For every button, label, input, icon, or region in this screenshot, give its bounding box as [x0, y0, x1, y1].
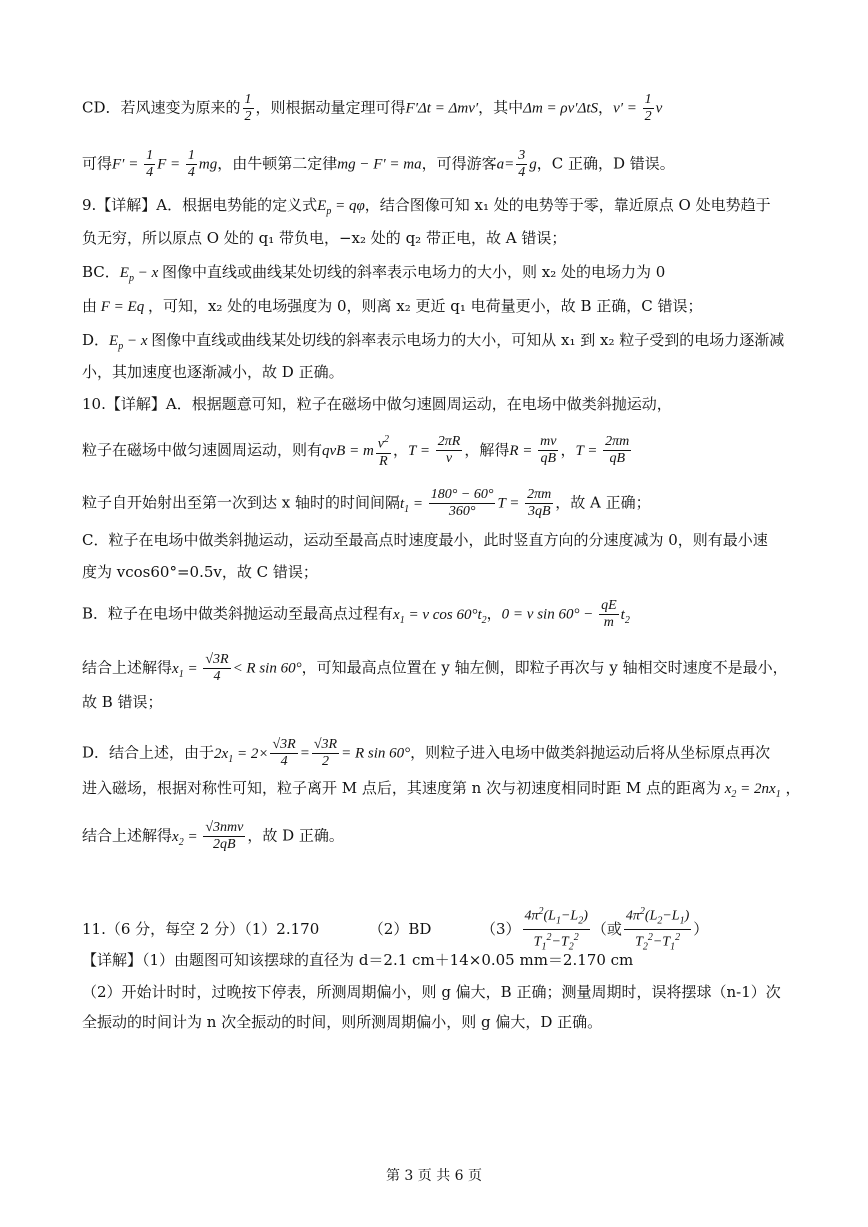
q10-line-4: C．粒子在电场中做类斜抛运动，运动至最高点时速度最小，此时竖直方向的分速度减为 0，则有最小速 — [82, 531, 768, 549]
q11-line-4: 全振动的时间计为 n 次全振动的时间，则所测周期偏小，则 g 偏大，D 正确。 — [82, 1013, 603, 1031]
q10-line-10: 进入磁场，根据对称性可知，粒子离开 M 点后，其速度第 n 次与初速度相同时距 M 点的距离为 $x_2 = 2nx_1$ ， — [82, 779, 801, 800]
q9-line-1: 9.【详解】A．根据电势能的定义式$E_p = q\varphi$，结合图像可知 x₁ 处的电势等于零，靠近原点 O 处电势趋于 — [82, 196, 771, 217]
q9-line-4: 由 F = Eq ，可知，x₂ 处的电场强度为 0，则离 x₂ 更近 q₁ 电荷量更小，故 B 正确，C 错误； — [82, 297, 703, 315]
q10-line-11: 结合上述解得$x_2$ = √3nmv 2qB ，故 D 正确。 — [82, 820, 344, 852]
cd-line-1: CD．若风速变为原来的 $\frac{1}{2}$ ，则根据动量定理可得F′Δt = Δmv′，其中Δm = ρv′ΔtS，v′ = $\frac{1}{2}$ v — [82, 92, 663, 124]
q10-line-1: 10.【详解】A．根据题意可知，粒子在磁场中做匀速圆周运动，在电场中做类斜抛运动， — [82, 395, 672, 413]
cd-line-2: 可得F′ = $\frac{1}{4}$ F = $\frac{1}{4}$ mg，由牛顿第二定律mg − F′ = ma，可得游客a= $\frac{3}{4}$ g，C 正确，D 错误。 — [82, 148, 675, 180]
q10-line-5: 度为 vcos60°=0.5v，故 C 错误； — [82, 563, 318, 581]
q11-line-1: 11.（6 分，每空 2 分）（1）2.170 （2）BD （3） $\frac{4\pi^2(L_1-L_2)}{T_1^2-T_2^2}$ （或 $\frac{4\pi^2(L_2-L_1)}{T_2^2-T_1^2}$ ） — [82, 906, 709, 953]
q9-line-6: 小，其加速度也逐渐减小，故 D 正确。 — [82, 363, 344, 381]
q10-line-6: B．粒子在电场中做类斜抛运动至最高点过程有$x_1 = v$ $\cos 60^\circ t_2$，0 = v sin 60° − $\frac{qE}{m}$ $t_2$ — [82, 598, 630, 630]
q11-line-3: （2）开始计时时，过晚按下停表，所测周期偏小，则 g 偏大，B 正确；测量周期时，误将摆球（n-1）次 — [82, 983, 781, 1001]
q9-line-2: 负无穷，所以原点 O 处的 q₁ 带负电，−x₂ 处的 q₂ 带正电，故 A 错误； — [82, 229, 567, 247]
q10-line-7: 结合上述解得$x_1$ = $\frac{√3R}{4}$ < R sin 60°，可知最高点位置在 y 轴左侧，即粒子再次与 y 轴相交时速度不是最小， — [82, 652, 788, 684]
q9-line-3: BC．$E_p - x$ 图像中直线或曲线某处切线的斜率表示电场力的大小，则 x₂ 处的电场力为 0 — [82, 263, 666, 284]
q10-line-3: 粒子自开始射出至第一次到达 x 轴时的时间间隔$t_1$ = $\frac{180^\circ - 60^\circ}{360^\circ}$ T = $\frac{2\pi m}{3qB}$ ，故 A 正确； — [82, 487, 651, 519]
q11-line-2: 【详解】（1）由题图可知该摆球的直径为 d＝2.1 cm＋14×0.05 mm＝2.170 cm — [82, 951, 634, 969]
page-footer: 第 3 页 共 6 页 — [385, 1168, 483, 1184]
q10-line-2: 粒子在磁场中做匀速圆周运动，则有qvB = m $\frac{v^2}{R}$ ，T = $\frac{2\pi R}{v}$ ，解得R = $\frac{mv}{qB}$ ，T = $\frac{2\pi m}{qB}$ — [82, 434, 630, 469]
q10-line-8: 故 B 错误； — [82, 693, 163, 711]
q10-line-9: D．结合上述，由于$2x_1 = 2\times$ $\frac{√3R}{4}$ = $\frac{√3R}{2}$ = R sin 60°，则粒子进入电场中做类斜抛运动后将从坐标原点再次 — [82, 737, 771, 769]
q9-line-5: D．$E_p - x$ 图像中直线或曲线某处切线的斜率表示电场力的大小，可知从 x₁ 到 x₂ 粒子受到的电场力逐渐减 — [82, 331, 785, 352]
